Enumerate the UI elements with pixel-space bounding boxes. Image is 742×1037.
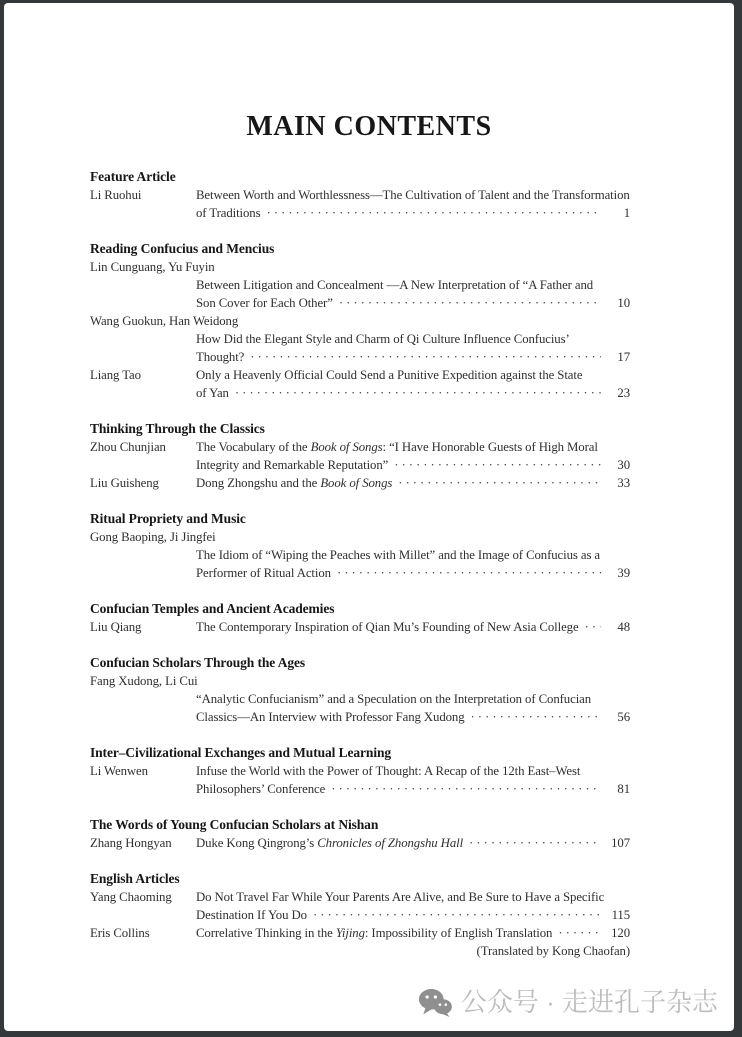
title-line	[196, 906, 630, 924]
title-text	[196, 906, 307, 924]
section-heading: Reading Confucius and Mencius	[90, 241, 275, 256]
entry-author: Gong Baoping, Ji Jingfei	[90, 530, 216, 544]
entry-title-lines	[196, 438, 630, 474]
entry-title-lines	[196, 330, 630, 366]
dot-leader	[331, 780, 601, 798]
title-text	[196, 186, 630, 204]
title-line	[196, 348, 630, 366]
entry-title-lines	[196, 762, 630, 798]
page-number: 39	[617, 566, 630, 580]
title-text	[196, 456, 388, 474]
entry-title-lines	[196, 546, 630, 582]
title-segment: Between Litigation and Concealment —A New Interpretation of “A Father and	[196, 278, 594, 292]
entry-title-lines	[196, 618, 630, 636]
toc-section	[90, 870, 630, 960]
title-segment: of Traditions	[196, 206, 261, 220]
dot-leader	[235, 384, 601, 402]
title-segment: Between Worth and Worthlessness—The Cultivation of Talent and the Transformation	[196, 188, 630, 202]
title-text	[196, 276, 593, 294]
toc-section	[90, 510, 630, 582]
title-segment: The Vocabulary of the	[196, 440, 311, 454]
dot-leader	[398, 474, 601, 492]
title-text	[196, 366, 582, 384]
title-segment: Performer of Ritual Action	[196, 566, 331, 580]
title-segment: Son Cover for Each Other”	[196, 296, 333, 310]
entry-author: Liang Tao	[90, 368, 141, 382]
title-line	[196, 618, 630, 636]
title-line	[196, 564, 630, 582]
dot-leader	[250, 348, 601, 366]
document-page	[4, 3, 734, 1031]
title-segment: Destination If You Do	[196, 908, 307, 922]
title-line	[196, 834, 630, 852]
entry-title-lines	[196, 888, 630, 924]
title-line	[196, 942, 630, 960]
dot-leader	[337, 564, 601, 582]
title-segment: Only a Heavenly Official Could Send a Punitive Expedition against the State	[196, 368, 583, 382]
entry-author: Yang Chaoming	[90, 890, 172, 904]
title-segment: How Did the Elegant Style and Charm of Qi Culture Influence Confucius’	[196, 332, 570, 346]
title-segment: “Analytic Confucianism” and a Speculation on the Interpretation of Confucian	[196, 692, 592, 706]
title-italic-segment: Chronicles of Zhongshu Hall	[317, 836, 464, 850]
title-segment: Dong Zhongshu and the	[196, 476, 321, 490]
title-line	[196, 456, 630, 474]
title-segment: The Idiom of “Wiping the Peaches with Millet” and the Image of Confucius as a	[196, 548, 601, 562]
title-text	[196, 384, 229, 402]
title-text	[196, 564, 331, 582]
title-line	[196, 474, 630, 492]
page-number: 107	[611, 836, 630, 850]
title-text	[196, 762, 580, 780]
title-line	[196, 438, 630, 456]
toc-section	[90, 420, 630, 492]
section-heading: Ritual Propriety and Music	[90, 511, 246, 526]
toc	[90, 168, 630, 960]
toc-entry	[90, 762, 630, 798]
title-line	[196, 384, 630, 402]
dot-leader	[585, 618, 601, 636]
title-text	[196, 204, 260, 222]
title-segment: Philosophers’ Conference	[196, 782, 326, 796]
title-line	[196, 330, 630, 348]
title-text	[196, 888, 604, 906]
title-segment: : Impossibility of English Translation	[364, 926, 553, 940]
page-number: 1	[623, 206, 630, 220]
entry-title-lines	[196, 834, 630, 852]
section-heading: Feature Article	[90, 169, 176, 184]
page-number: 10	[617, 296, 630, 310]
entry-author: Fang Xudong, Li Cui	[90, 674, 198, 688]
toc-section	[90, 240, 630, 402]
title-text	[477, 942, 630, 960]
entry-author: Liu Guisheng	[90, 476, 159, 490]
toc-section	[90, 744, 630, 798]
section-heading: English Articles	[90, 871, 180, 886]
title-segment: of Yan	[196, 386, 229, 400]
title-segment: : “I Have Honorable Guests of High Moral	[382, 440, 598, 454]
title-line	[196, 546, 630, 564]
title-line	[196, 924, 630, 942]
page-number: 81	[617, 782, 630, 796]
entry-title-lines	[196, 690, 630, 726]
entry-title-lines	[196, 186, 630, 222]
title-italic-segment: Book of Songs	[310, 440, 383, 454]
title-text	[196, 546, 600, 564]
section-heading: Confucian Temples and Ancient Academies	[90, 601, 335, 616]
page-number: 115	[611, 908, 630, 922]
entry-author: Wang Guokun, Han Weidong	[90, 314, 239, 328]
toc-entry	[90, 474, 630, 492]
title-line	[196, 888, 630, 906]
dot-leader	[313, 906, 601, 924]
title-line	[196, 366, 630, 384]
title-line	[196, 780, 630, 798]
toc-entry	[90, 618, 630, 636]
title-text	[196, 474, 392, 492]
toc-entry	[90, 924, 630, 960]
title-line	[196, 762, 630, 780]
toc-section	[90, 168, 630, 222]
entry-author: Eris Collins	[90, 926, 150, 940]
page-title: MAIN CONTENTS	[246, 111, 492, 142]
title-segment: Classics—An Interview with Professor Fang Xudong	[196, 710, 465, 724]
title-text	[196, 330, 570, 348]
entry-author: Li Ruohui	[90, 188, 142, 202]
title-line	[196, 204, 630, 222]
entry-author: Zhang Hongyan	[90, 836, 172, 850]
entry-title-lines	[196, 276, 630, 312]
title-line	[196, 276, 630, 294]
toc-entry	[90, 834, 630, 852]
toc-entry	[90, 438, 630, 474]
title-text	[196, 618, 579, 636]
title-text	[196, 834, 463, 852]
toc-entry	[90, 186, 630, 222]
title-segment: Duke Kong Qingrong’s	[196, 836, 318, 850]
toc-section	[90, 654, 630, 726]
toc-entry	[90, 888, 630, 924]
dot-leader	[558, 924, 601, 942]
title-segment: Integrity and Remarkable Reputation”	[196, 458, 389, 472]
toc-entry	[90, 366, 630, 402]
watermark-text: 公众号 · 走进孔子杂志	[460, 987, 718, 1017]
title-text	[196, 708, 465, 726]
section-heading: The Words of Young Confucian Scholars at Nishan	[90, 817, 379, 832]
title-line	[196, 690, 630, 708]
title-text	[196, 780, 325, 798]
page-number: 30	[617, 458, 630, 472]
dot-leader	[266, 204, 601, 222]
toc-section	[90, 600, 630, 636]
dot-leader	[469, 834, 601, 852]
section-heading: Thinking Through the Classics	[90, 421, 265, 436]
page-number: 17	[617, 350, 630, 364]
title-segment: Correlative Thinking in the	[196, 926, 336, 940]
page-number: 48	[617, 620, 630, 634]
title-text	[196, 690, 591, 708]
page-number: 120	[611, 926, 630, 940]
entry-title-lines	[196, 366, 630, 402]
section-heading: Inter–Civilizational Exchanges and Mutual Learning	[90, 745, 392, 760]
title-line	[196, 186, 630, 204]
dot-leader	[394, 456, 601, 474]
title-line	[196, 294, 630, 312]
entry-author: Liu Qiang	[90, 620, 142, 634]
entry-author: Zhou Chunjian	[90, 440, 166, 454]
title-segment: The Contemporary Inspiration of Qian Mu’s Founding of New Asia College	[196, 620, 579, 634]
page-number: 23	[617, 386, 630, 400]
wechat-icon	[418, 988, 452, 1017]
title-segment: Infuse the World with the Power of Thought: A Recap of the 12th East–West	[196, 764, 581, 778]
title-segment: (Translated by Kong Chaofan)	[476, 944, 630, 958]
title-line	[196, 708, 630, 726]
dot-leader	[471, 708, 601, 726]
watermark	[418, 987, 718, 1017]
title-segment: Do Not Travel Far While Your Parents Are Alive, and Be Sure to Have a Specific	[196, 890, 605, 904]
title-text	[196, 438, 598, 456]
entry-title-lines	[196, 474, 630, 492]
entry-author: Li Wenwen	[90, 764, 148, 778]
page-number: 33	[617, 476, 630, 490]
entry-title-lines	[196, 924, 630, 960]
title-text	[196, 294, 333, 312]
dot-leader	[339, 294, 601, 312]
page-number: 56	[617, 710, 630, 724]
toc-section	[90, 816, 630, 852]
title-text	[196, 924, 552, 942]
title-italic-segment: Book of Songs	[320, 476, 393, 490]
title-segment: Thought?	[196, 350, 245, 364]
section-heading: Confucian Scholars Through the Ages	[90, 655, 306, 670]
entry-author: Lin Cunguang, Yu Fuyin	[90, 260, 215, 274]
title-text	[196, 348, 244, 366]
title-italic-segment: Yijing	[335, 926, 365, 940]
